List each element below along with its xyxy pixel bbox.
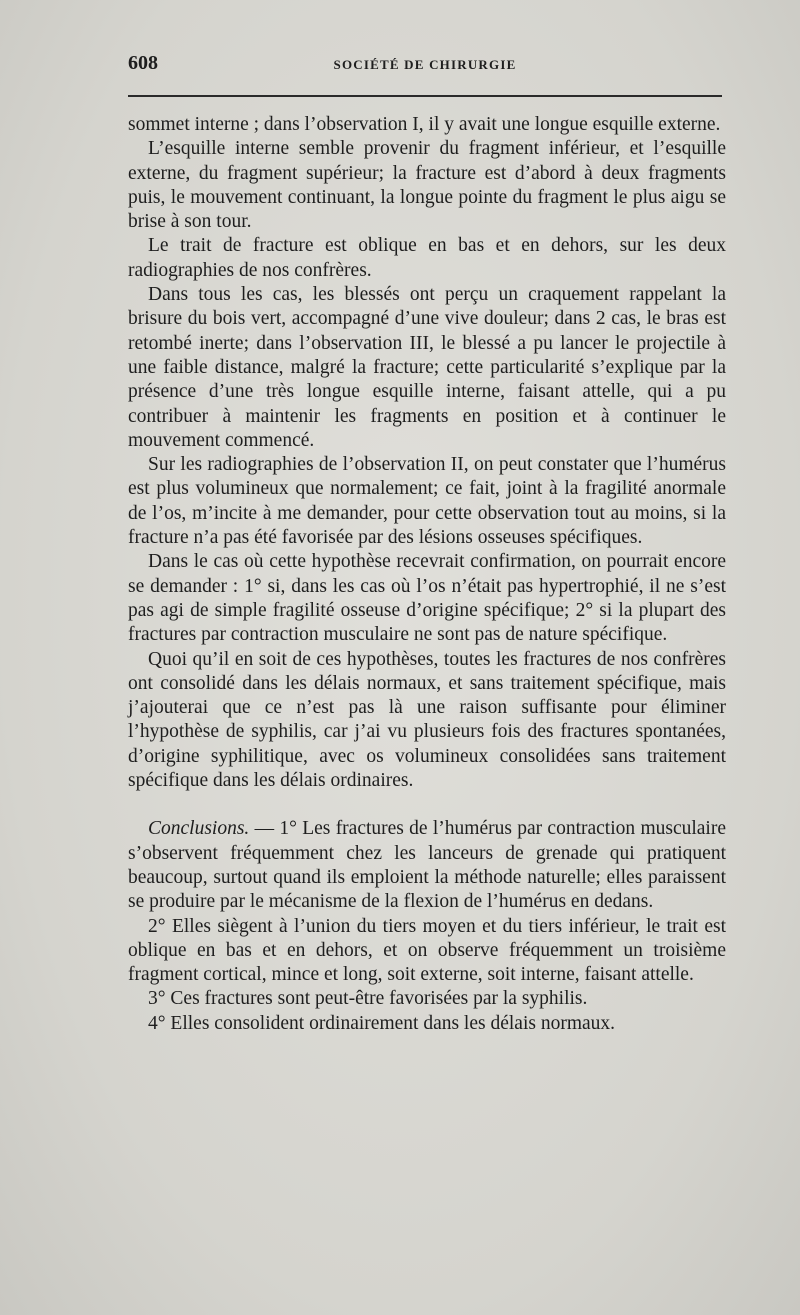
page-header — [128, 52, 722, 76]
paragraph: L’esquille interne semble provenir du fragment inférieur, et l’esquille externe, du fragment supérieur; la fracture est d’abord à deux fragments puis, le mouvement continuant, la longue pointe du fragment le plus aigu se brise à son tour. — [128, 138, 726, 233]
conclusions-label: Conclusions. — [148, 818, 250, 840]
paragraph: Sur les radiographies de l’observation II, on peut constater que l’humérus est plus volumineux que normalement; ce fait, joint à la fragilité anormale de l’os, m’incite à me demander, pour cette observation tout au moins, si la fracture n’a pas été favorisée par des lésions osseuses spécifiques. — [128, 454, 726, 549]
conclusions-paragraph — [128, 817, 726, 914]
paragraph: Dans tous les cas, les blessés ont perçu un craquement rappelant la brisure du bois vert, accompagné d’une vive douleur; dans 2 cas, le bras est retombé inerte; dans l’observation III, le blessé a pu lancer le projectile à une faible distance, malgré la fracture; cette particularité s’explique par la présence d’une très longue esquille interne, faisant attelle, qui a pu contribuer à maintenir les fragments en position et à continuer le mouvement commencé. — [128, 284, 726, 451]
paragraph: Le trait de fracture est oblique en bas et en dehors, sur les deux radiographies de nos confrères. — [128, 235, 726, 281]
conclusion-item: 2° Elles siègent à l’union du tiers moyen et du tiers inférieur, le trait est oblique en bas et en dehors, et on observe fréquemment un troisième fragment cortical, mince et long, soit externe, soit interne, faisant attelle. — [128, 915, 726, 986]
paragraph: sommet interne ; dans l’observation I, il y avait une longue esquille externe. — [128, 114, 721, 135]
header-rule — [128, 95, 722, 97]
page-number: 608 — [128, 52, 158, 74]
conclusion-item: 4° Elles consolident ordinairement dans les délais normaux. — [148, 1012, 616, 1034]
body-text — [128, 113, 726, 1036]
conclusion-item: 3° Ces fractures sont peut-être favorisées par la syphilis. — [148, 988, 588, 1010]
conclusion-item-1: — 1° Les fractures de l’humérus par contraction musculaire s’observent fréquemment chez les lanceurs de grenade qui pratiquent beaucoup, surtout quand ils emploient la méthode naturelle; elles paraissent se produire par le mécanisme de la flexion de l’humérus en dedans. — [128, 818, 726, 913]
paragraph: Dans le cas où cette hypothèse recevrait confirmation, on pourrait encore se demander : 1° si, dans les cas où l’os n’était pas hypertrophié, il ne s’est pas agi de simple fragilité osseuse d’origine spécifique; 2° si la plupart des fractures par contraction musculaire ne sont pas de nature spécifique. — [128, 551, 726, 646]
running-title: SOCIÉTÉ DE CHIRURGIE — [333, 57, 517, 72]
section-spacer — [128, 793, 726, 817]
paragraph: Quoi qu’il en soit de ces hypothèses, toutes les fractures de nos confrères ont consolidé dans les délais normaux, et sans traitement spécifique, mais j’ajouterai que ce n’est pas là une raison suffisante pour éliminer l’hypothèse de syphilis, car j’ai vu plusieurs fois des fractures spontanées, d’origine syphilitique, avec os volumineux consolidées sans traitement spécifique dans les délais ordinaires. — [128, 648, 726, 792]
